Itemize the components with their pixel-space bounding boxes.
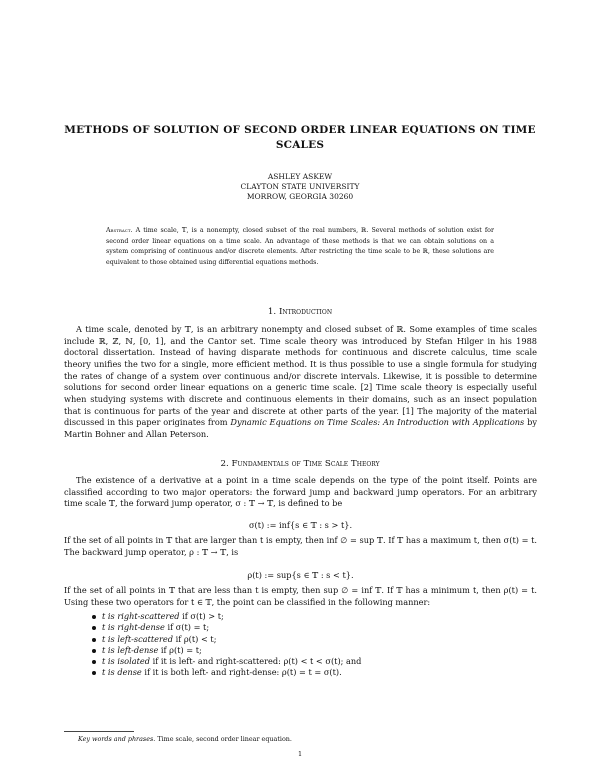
section-2-para-3	[64, 585, 537, 608]
list-item: t is left-scattered if ρ(t) < t;	[92, 634, 361, 645]
footnote-label: Key words and phrases.	[78, 735, 156, 743]
para-3-text: If the set of all points in 𝕋 that are less than t is empty, then sup ∅ = inf 𝕋. If 𝕋 has a minimum t, then ρ(t) = t. Using these two operators for t ∈ 𝕋, the point can be classified in the following manner:	[64, 585, 537, 607]
book-title: Dynamic Equations on Time Scales: An Introduction with Applications	[230, 417, 525, 428]
list-item: t is left-dense if ρ(t) = t;	[92, 645, 361, 656]
intro-text-end: by Martin Bohner and Allan Peterson.	[64, 417, 537, 439]
abstract-text: A time scale, 𝕋, is a nonempty, closed subset of the real numbers, ℝ. Several methods of solution exist for second order linear equations on a time scale. An advantage of these methods is that we can obtain solutions on a system comprising of continuous and/or discrete elements. After restricting the time scale to be ℝ, these solutions are equivalent to those obtained using differential equations methods.	[106, 227, 494, 266]
section-2-heading: 2. Fundamentals of Time Scale Theory	[220, 459, 380, 469]
equation-sigma: σ(t) := inf{s ∈ 𝕋 : s > t}.	[248, 520, 353, 530]
author-location: MORROW, GEORGIA 30260	[246, 192, 354, 201]
para-2-text: If the set of all points in 𝕋 that are larger than t is empty, then inf ∅ = sup 𝕋. If 𝕋 has a maximum t, then σ(t) = t. The backward jump operator, ρ : 𝕋 → 𝕋, is	[64, 535, 537, 557]
author-affiliation: CLAYTON STATE UNIVERSITY	[240, 182, 360, 191]
list-item: t is right-dense if σ(t) = t;	[92, 622, 361, 633]
section-2-para-1	[64, 475, 537, 510]
list-item: t is dense if it is both left- and right-dense: ρ(t) = t = σ(t).	[92, 667, 361, 678]
section-1-heading: 1. Introduction	[267, 307, 333, 317]
equation-rho: ρ(t) := sup{s ∈ 𝕋 : s < t}.	[247, 570, 354, 580]
bullet-icon	[92, 660, 96, 664]
footnote-divider	[64, 731, 134, 732]
bullet-icon	[92, 671, 96, 675]
abstract	[106, 226, 494, 268]
section-1-body	[64, 324, 537, 441]
intro-paragraph	[64, 324, 537, 441]
page-number: 1	[297, 750, 303, 758]
bullet-icon	[92, 649, 96, 653]
bullet-icon	[92, 615, 96, 619]
bullet-icon	[92, 638, 96, 642]
list-item: t is isolated if it is left- and right-scattered: ρ(t) < t < σ(t); and	[92, 656, 361, 667]
footnote	[78, 735, 292, 744]
abstract-label: Abstract.	[106, 227, 133, 234]
list-item: t is right-scattered if σ(t) > t;	[92, 611, 361, 622]
intro-text: A time scale, denoted by 𝕋, is an arbitrary nonempty and closed subset of ℝ. Some examples of time scales include ℝ, ℤ, ℕ, [0, 1], and the Cantor set. Time scale theory was introduced by Stefan Hilger in his 1988 doctoral dissertation. Instead of having disparate methods for continuous and discrete calculus, time scale theory unifies the two for a single, more efficient method. It is thus possible to use a single formula for studying the rates of change of a system over continuous and/or discrete intervals. Likewise, it is possible to determine solutions for second order linear equations on a generic time scale. [2] Time scale theory is especially useful when studying systems with discrete and continuous elements in their domains, such as an insect population that is continuous for parts of the year and discrete at other parts of the year. [1] The majority of the material discussed in this paper originates from	[64, 324, 537, 428]
footnote-text: Time scale, second order linear equation.	[157, 735, 292, 743]
author-block	[160, 172, 440, 202]
para-1-text: The existence of a derivative at a point in a time scale depends on the type of the point itself. Points are classified according to two major operators: the forward jump and backward jump operators. For an arbitrary time scale 𝕋, the forward jump operator, σ : 𝕋 → 𝕋, is defined to be	[64, 475, 537, 509]
author-name: ASHLEY ASKEW	[267, 172, 333, 181]
bullet-icon	[92, 626, 96, 630]
point-classification-list	[92, 611, 361, 679]
paper-title: METHODS OF SOLUTION OF SECOND ORDER LINEAR EQUATIONS ON TIME SCALES	[64, 124, 536, 151]
section-2-para-2	[64, 535, 537, 558]
